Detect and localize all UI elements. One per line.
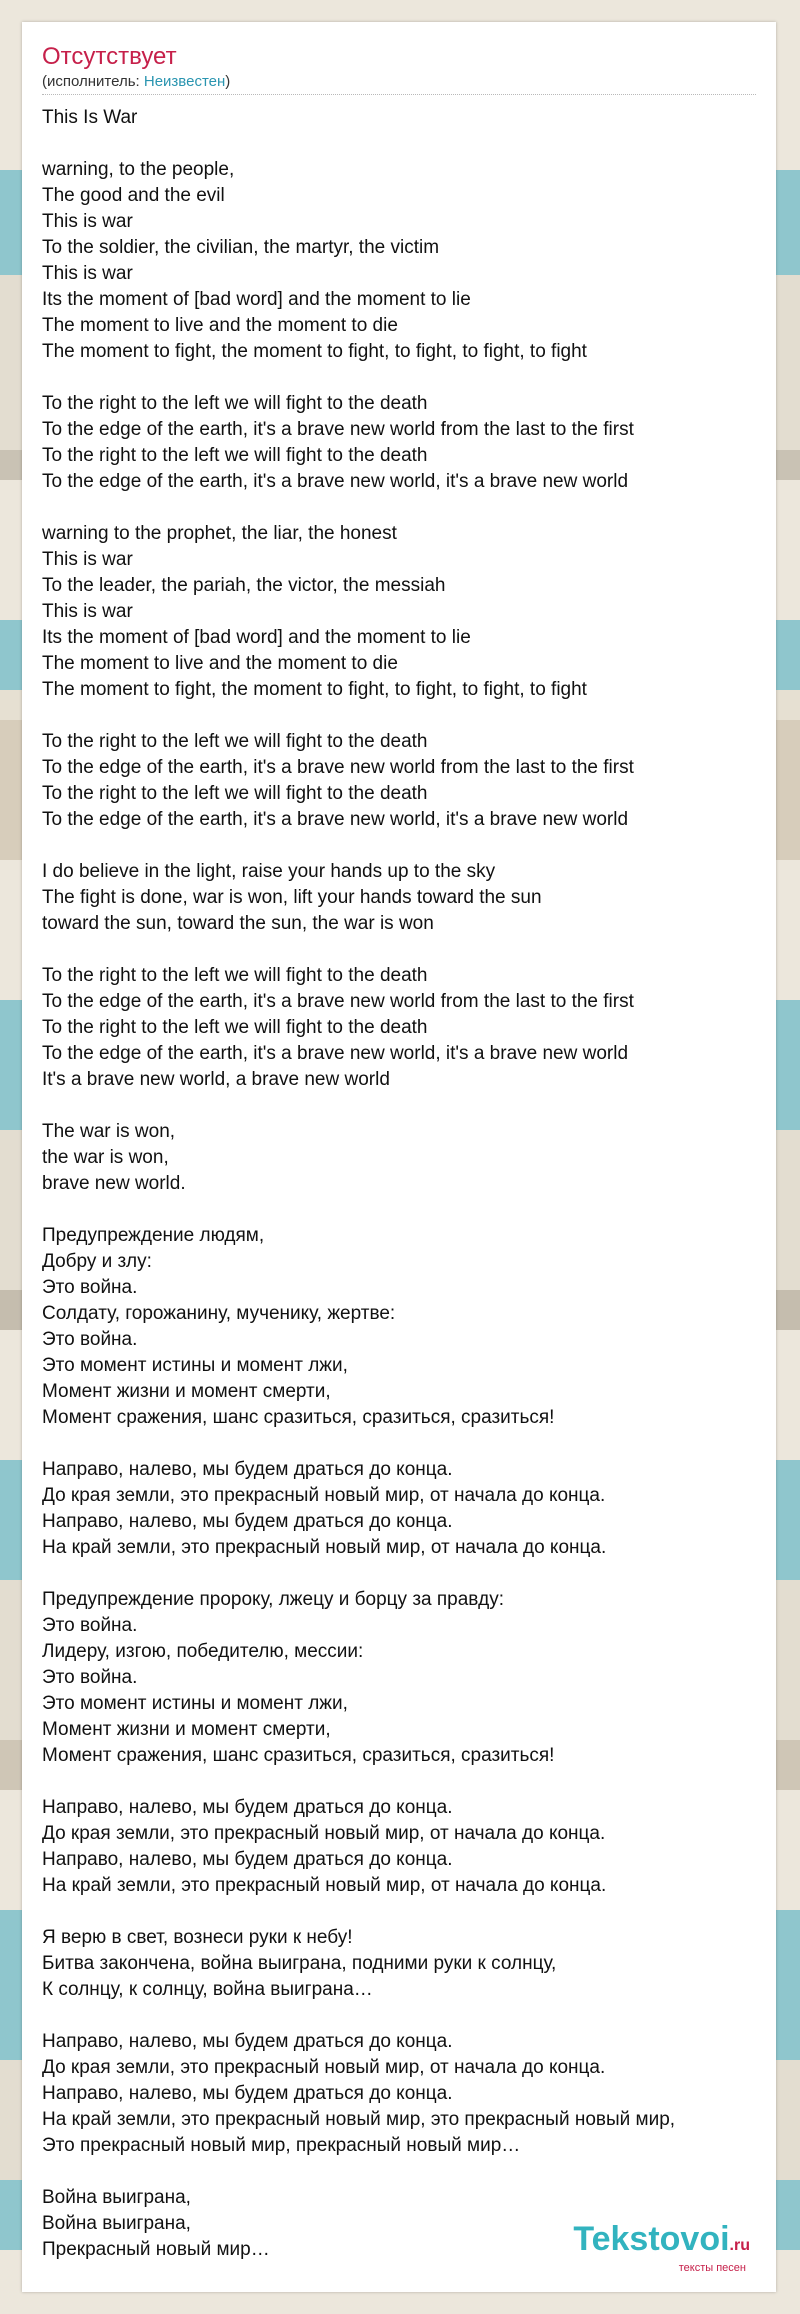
byline-suffix: ) (225, 73, 231, 90)
logo-suffix: .ru (729, 2237, 750, 2254)
logo-name: Tekstovoi (573, 2220, 730, 2258)
artist-link[interactable]: Неизвестен (143, 73, 226, 90)
logo-tagline: тексты песен (678, 2262, 746, 2274)
artist-byline (42, 72, 756, 95)
lyrics-text: This Is War warning, to the people, The good and the evil This is war To the soldier, the civilian, the martyr, the victim This is war Its the moment of [bad word] and the moment to lie The moment to live and the moment to die The moment to fight, the moment to fight, to fight, to fight, to fight To the right to the left we will fight to the death To the edge of the earth, it's a brave new world from the last to the first To the right to the left we will fight to the death To the edge of the earth, it's a brave new world, it's a brave new world warning to the prophet, the liar, the honest This is war To the leader, the pariah, the victor, the messiah This is war Its the moment of [bad word] and the moment to lie The moment to live and the moment to die The moment to fight, the moment to fight, to fight, to fight, to fight To the right to the left we will fight to the death To the edge of the earth, it's a brave new world from the last to the first To the right to the left we will fight to the death To the edge of the earth, it's a brave new world, it's a brave new world I do believe in the light, raise your hands up to the sky The fight is done, war is won, lift your hands toward the sun toward the sun, toward the sun, the war is won To the right to the left we will fight to the death To the edge of the earth, it's a brave new world from the last to the first To the right to the left we will fight to the death To the edge of the earth, it's a brave new world, it's a brave new world It's a brave new world, a brave new world The war is won, the war is won, brave new world. Предупреждение людям, Добру и злу: Это война. Солдату, горожанину, мученику, жертве: Это война. Это момент истины и момент лжи, Момент жизни и момент смерти, Момент сражения, шанс сразиться, сразиться, сразиться! Направо, налево, мы будем драться до конца. До края земли, это прекрасный новый мир, от начала до конца. Направо, налево, мы будем драться до конца. На край земли, это прекрасный новый мир, от начала до конца. Предупреждение пророку, лжецу и борцу за правду: Это война. Лидеру, изгою, победителю, мессии: Это война. Это момент истины и момент лжи, Момент жизни и момент смерти, Момент сражения, шанс сразиться, сразиться, сразиться! Направо, налево, мы будем драться до конца. До края земли, это прекрасный новый мир, от начала до конца. Направо, налево, мы будем драться до конца. На край земли, это прекрасный новый мир, от начала до конца. Я верю в свет, вознеси руки к небу! Битва закончена, война выиграна, подними руки к солнцу, К солнцу, к солнцу, война выиграна… Направо, налево, мы будем драться до конца. До края земли, это прекрасный новый мир, от начала до конца. Направо, налево, мы будем драться до конца. На край земли, это прекрасный новый мир, это прекрасный новый мир, Это прекрасный новый мир, прекрасный новый мир… Война выиграна, Война выиграна, Прекрасный новый мир… (42, 107, 676, 2260)
byline-prefix: (исполнитель: (42, 73, 144, 90)
site-logo[interactable] (573, 2221, 750, 2274)
song-title: Отсутствует (42, 43, 177, 70)
lyrics-card (22, 22, 776, 2292)
